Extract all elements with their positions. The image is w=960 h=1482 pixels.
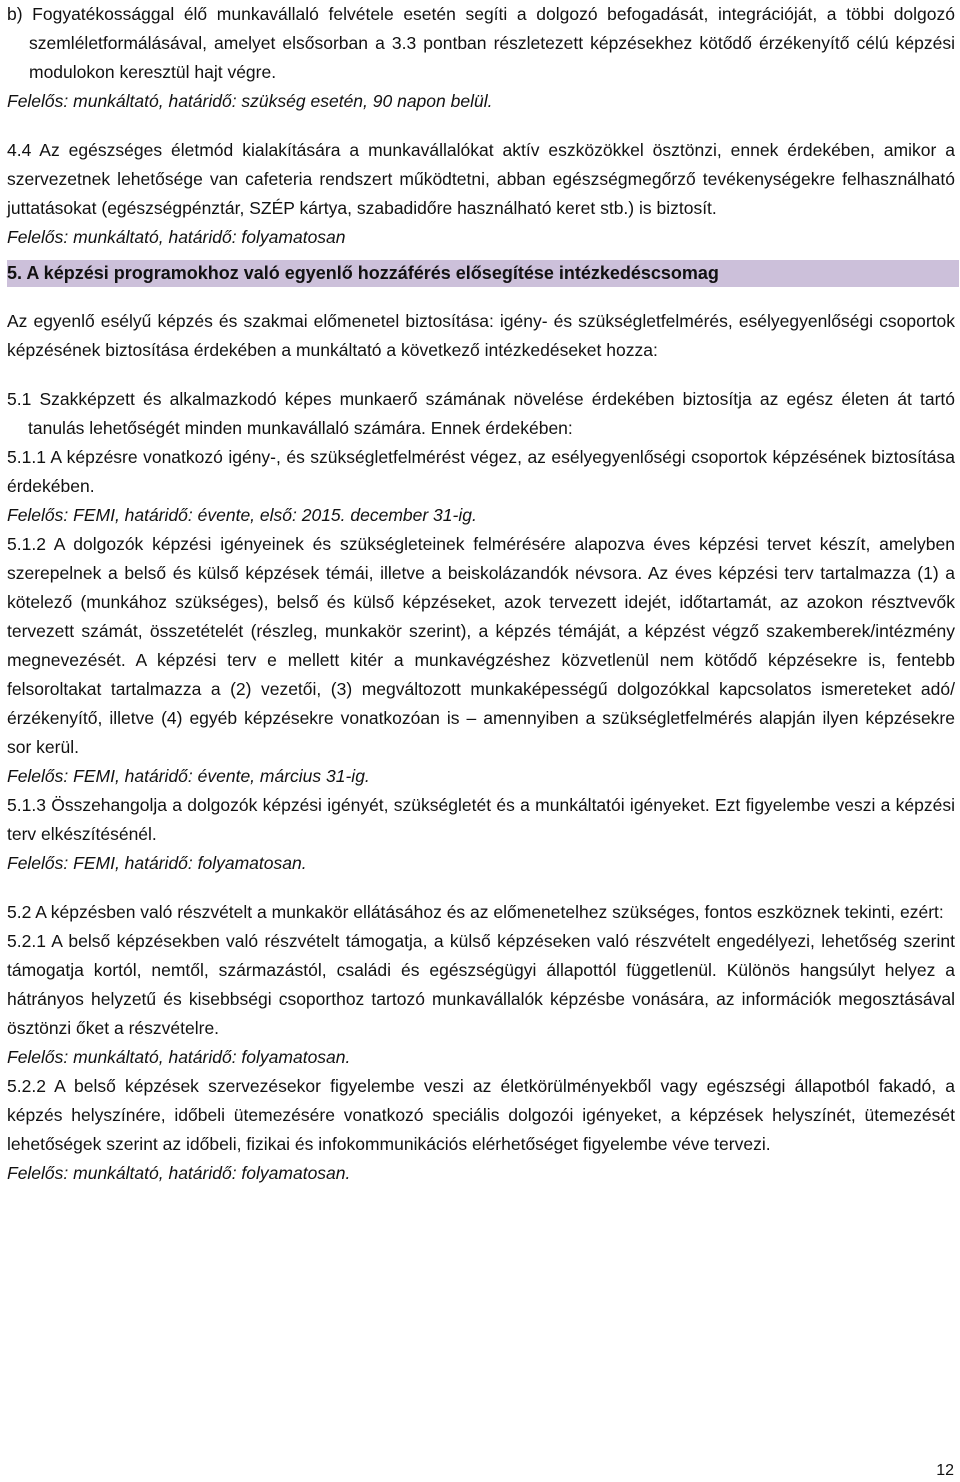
document-page bbox=[7, 0, 955, 1188]
item-b-responsibility: Felelős: munkáltató, határidő: szükség esetén, 90 napon belül. bbox=[7, 91, 493, 111]
section-5-1-1-paragraph: 5.1.1 A képzésre vonatkozó igény-, és szükségletfelmérést végez, az esélyegyenlőségi csoportok képzésének biztosítása érdekében. bbox=[7, 447, 955, 496]
section-5-1-paragraph: 5.1 Szakképzett és alkalmazkodó képes munkaerő számának növelése érdekében biztosítja az egész életen át tartó tanulás lehetőségét minden munkavállaló számára. Ennek érdekében: bbox=[7, 389, 955, 438]
section-4-4-paragraph: 4.4 Az egészséges életmód kialakítására a munkavállalókat aktív eszközökkel ösztönzi, ennek érdekében, amikor a szervezetnek lehetősége van cafeteria rendszert működtetni, abban egészségmegőrző tevékenységekre felhasználható juttatásokat (egészségpénztár, SZÉP kártya, szabadidőre használható keret stb.) is biztosít. bbox=[7, 140, 955, 218]
section-5-2-1-paragraph: 5.2.1 A belső képzésekben való részvételt támogatja, a külső képzéseken való részvételt engedélyezi, lehetőség szerint támogatja kortól, nemtől, származástól, családi és egészségügyi állapottól függetlenül. Különös hangsúlyt helyez a hátrányos helyzetű és kisebbségi csoporthoz tartozó munkavállalók képzésbe vonására, az információk megosztásával ösztönzi őket a részvételre. bbox=[7, 931, 955, 1038]
item-b-paragraph: b) Fogyatékossággal élő munkavállaló felvétele esetén segíti a dolgozó befogadását, integrációját, a többi dolgozó szemléletformálásával, amelyet elsősorban a 3.3 pontban részletezett képzésekhez kötődő érzékenyítő célú képzési modulokon keresztül hajt végre. bbox=[7, 4, 955, 82]
section-5-2-1-responsibility: Felelős: munkáltató, határidő: folyamatosan. bbox=[7, 1047, 351, 1067]
section-5-1-3-responsibility: Felelős: FEMI, határidő: folyamatosan. bbox=[7, 853, 307, 873]
section-5-1-1-responsibility: Felelős: FEMI, határidő: évente, első: 2015. december 31-ig. bbox=[7, 505, 477, 525]
section-5-2-2-responsibility: Felelős: munkáltató, határidő: folyamatosan. bbox=[7, 1163, 351, 1183]
page-number: 12 bbox=[936, 1462, 954, 1479]
section-5-heading: 5. A képzési programokhoz való egyenlő hozzáférés elősegítése intézkedéscsomag bbox=[7, 260, 959, 287]
section-4-4-responsibility: Felelős: munkáltató, határidő: folyamatosan bbox=[7, 227, 346, 247]
section-5-2-2-paragraph: 5.2.2 A belső képzések szervezésekor figyelembe veszi az életkörülményekből vagy egészségi állapotból fakadó, a képzés helyszínére, időbeli ütemezésére vonatkozó speciális dolgozói igényeket, a képzések helyszínét, ütemezését lehetőségek szerint az időbeli, fizikai és infokommunikációs elérhetőséget figyelembe véve tervezi. bbox=[7, 1076, 955, 1154]
section-5-1-3-paragraph: 5.1.3 Összehangolja a dolgozók képzési igényét, szükségletét és a munkáltatói igényeket. Ezt figyelembe veszi a képzési terv elkészítésénél. bbox=[7, 795, 955, 844]
section-5-2-paragraph: 5.2 A képzésben való részvételt a munkakör ellátásához és az előmenetelhez szükséges, fontos eszköznek tekinti, ezért: bbox=[7, 902, 944, 922]
section-5-1-2-paragraph: 5.1.2 A dolgozók képzési igényeinek és szükségleteinek felmérésére alapozva éves képzési tervet készít, amelyben szerepelnek a belső és külső képzések témái, illetve a beiskolázandók névsora. Az éves képzési terv tartalmazza (1) a kötelező (munkához szükséges), belső és külső képzéseket, azok tervezett idejét, időtartamát, az azokon résztvevők tervezett számát, összetételét (részleg, munkakör szerint), a képzés témáját, a képzést végző szakemberek/intézmény megnevezését. A képzési terv e mellett kitér a munkavégzéshez közvetlenül nem kötődő képzésekre is, fentebb felsoroltakat tartalmazza a (2) vezetői, (3) megváltozott munkaképességű dolgozókkal kapcsolatos ismereteket adó/érzékenyítő, illetve (4) egyéb képzésekre vonatkozóan is – amennyiben a szükségletfelmérés alapján ilyen képzésekre sor kerül. bbox=[7, 534, 955, 757]
section-5-1-2-responsibility: Felelős: FEMI, határidő: évente, március 31-ig. bbox=[7, 766, 370, 786]
section-5-intro: Az egyenlő esélyű képzés és szakmai előmenetel biztosítása: igény- és szükségletfelmérés, esélyegyenlőségi csoportok képzésének biztosítása érdekében a munkáltató a következő intézkedéseket hozza: bbox=[7, 311, 955, 360]
